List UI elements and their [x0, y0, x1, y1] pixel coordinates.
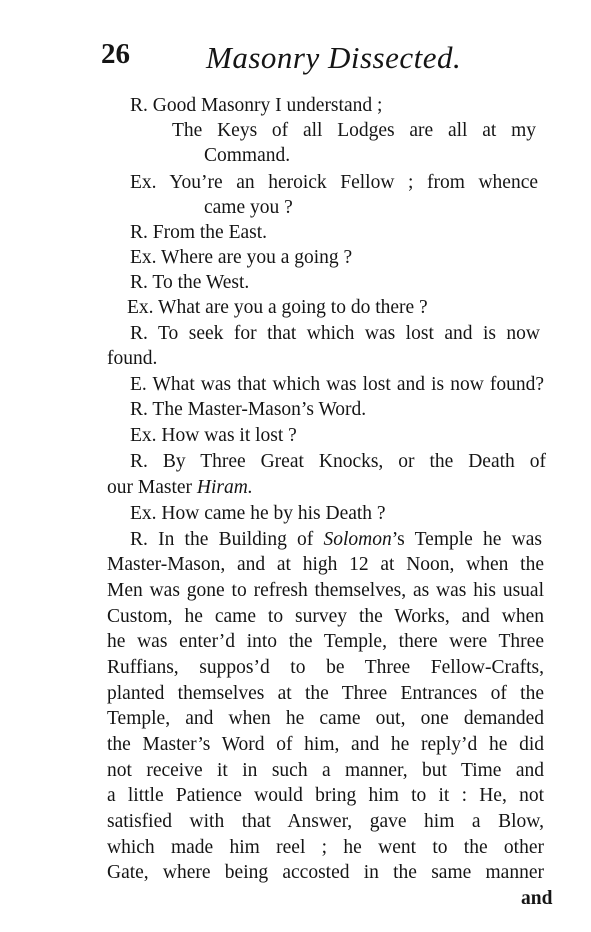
text-line: planted themselves at the Three Entrances of the — [107, 683, 544, 704]
text-line: Ex. What are you a going to do there ? — [127, 297, 428, 318]
text-line: the Master’s Word of him, and he reply’d he did — [107, 734, 544, 755]
text-line: which made him reel ; he went to the other — [107, 837, 544, 858]
text-line: E. What was that which was lost and is now found? — [130, 374, 544, 395]
text-line: R. Good Masonry I understand ; — [130, 95, 383, 116]
text-line: came you ? — [204, 197, 293, 218]
text-line: found. — [107, 348, 158, 369]
text-line: R. In the Building of Solomon’s Temple he was — [130, 529, 542, 550]
text-line: R. By Three Great Knocks, or the Death of — [130, 451, 546, 472]
text-line: Ex. How was it lost ? — [130, 425, 297, 446]
text-line: he was enter’d into the Temple, there were Three — [107, 631, 544, 652]
text-line: a little Patience would bring him to it : He, not — [107, 785, 544, 806]
text-line: Command. — [204, 145, 291, 166]
catchword: and — [521, 888, 553, 909]
text-line: R. The Master-Mason’s Word. — [130, 399, 367, 420]
text-line: R. To the West. — [130, 272, 250, 293]
text-line: Ex. You’re an heroick Fellow ; from whence — [130, 172, 538, 193]
text-line: our Master Hiram. — [107, 477, 253, 498]
text-line: Men was gone to refresh themselves, as was his usual — [107, 580, 544, 601]
page-number: 26 — [101, 38, 130, 70]
running-title: Masonry Dissected. — [206, 40, 462, 75]
italic-name: Solomon — [323, 529, 392, 550]
text-line: Ruffians, suppos’d to be Three Fellow-Crafts, — [107, 657, 544, 678]
italic-name: Hiram. — [196, 477, 253, 498]
text-line: The Keys of all Lodges are all at my — [172, 120, 536, 141]
text-line: Gate, where being accosted in the same manner — [107, 862, 544, 883]
text-line: Master-Mason, and at high 12 at Noon, when the — [107, 554, 544, 575]
text-line: Ex. How came he by his Death ? — [130, 503, 386, 524]
text-line: R. To seek for that which was lost and is now — [130, 323, 540, 344]
text-line: not receive it in such a manner, but Time and — [107, 760, 544, 781]
text-line: Temple, and when he came out, one demanded — [107, 708, 544, 729]
text-line: Ex. Where are you a going ? — [130, 247, 353, 268]
text-line: satisfied with that Answer, gave him a Blow, — [107, 811, 544, 832]
text-line: R. From the East. — [130, 222, 268, 243]
page-header — [0, 0, 591, 90]
text-line: Custom, he came to survey the Works, and when — [107, 606, 544, 627]
